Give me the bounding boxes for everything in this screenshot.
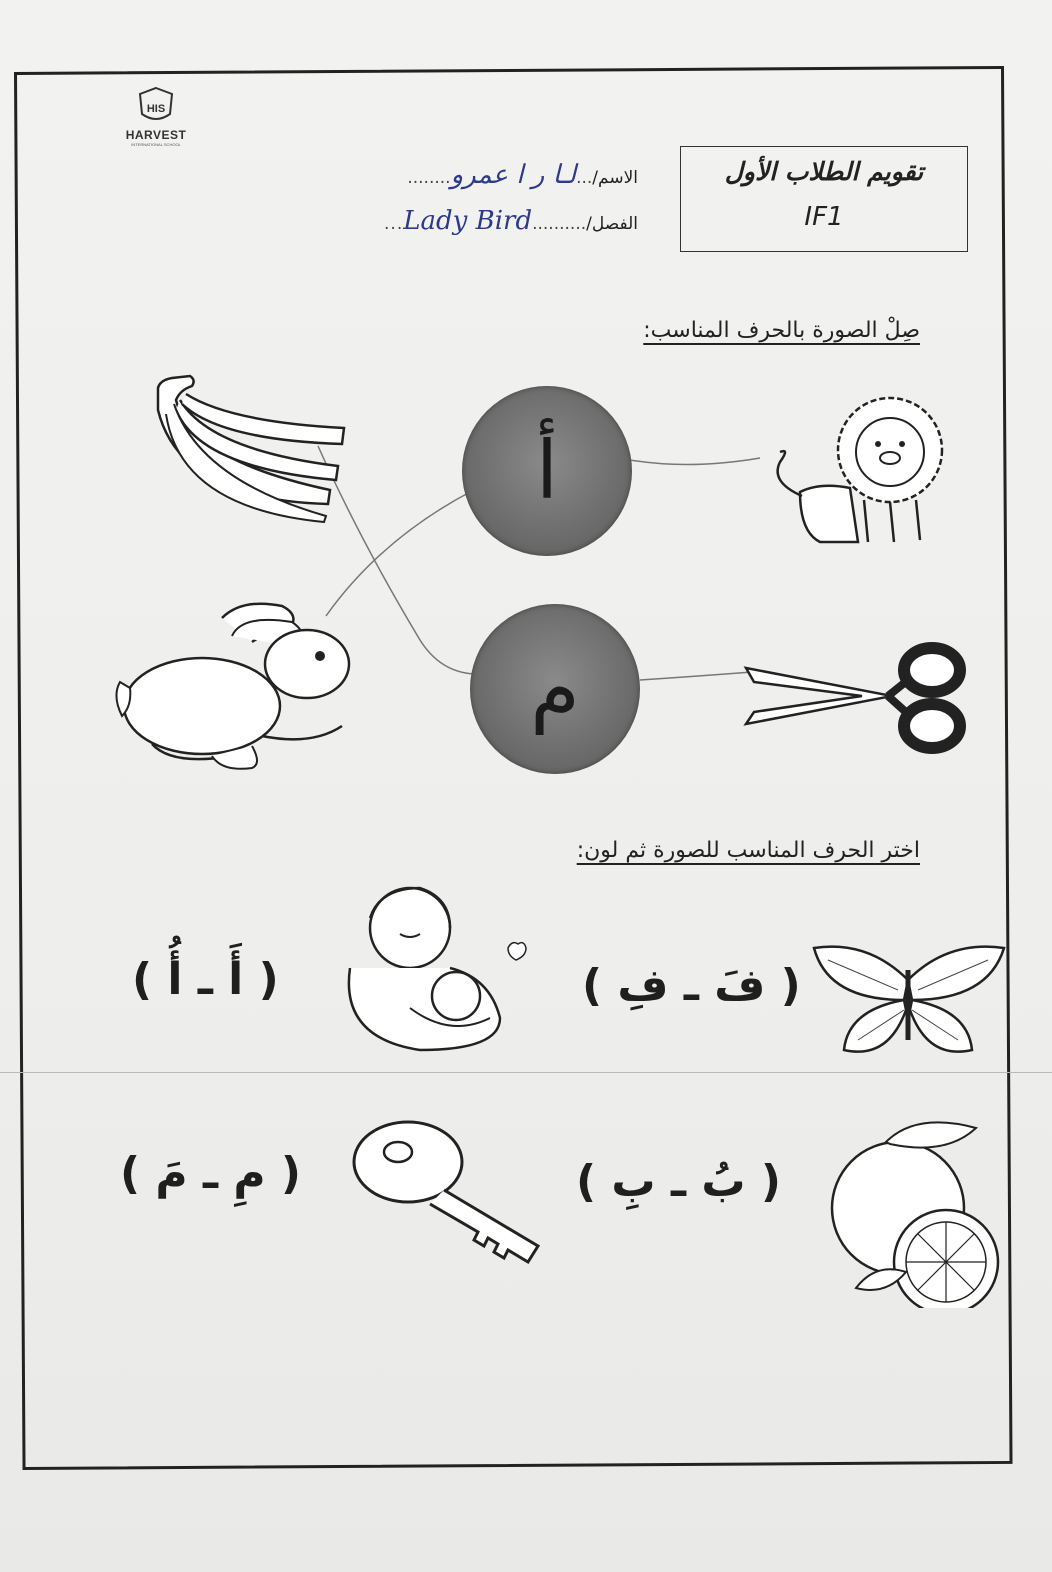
section1-heading: صِلْ الصورة بالحرف المناسب: [643,318,920,343]
key-picture[interactable] [348,1116,546,1266]
logo-subtitle: INTERNATIONAL SCHOOL [131,142,181,147]
choice-ba[interactable]: ( بُ ـ بِ ) [576,1156,781,1207]
class-value: Lady Bird [403,206,533,236]
choice-alif[interactable]: ( أَ ـ أُ ) [132,954,279,1005]
logo-text: HARVEST [125,128,187,142]
lion-picture[interactable] [740,392,960,546]
svg-text:HIS: HIS [146,103,166,115]
orange-picture[interactable] [826,1112,1002,1308]
letter-alif: أ [535,424,559,517]
mother-baby-picture[interactable] [340,878,530,1058]
scissors-picture[interactable] [742,642,967,754]
butterfly-picture[interactable] [808,940,1008,1064]
choice-meem[interactable]: ( مِ ـ مَ ) [120,1148,302,1199]
class-label: الفصل/ [586,214,638,234]
rabbit-picture[interactable] [112,596,358,776]
letter-meem: م [530,642,580,735]
class-code: IF1 [804,202,844,232]
letter-circle-alif[interactable] [462,386,632,556]
banana-picture[interactable] [150,370,350,525]
name-field[interactable]: الاسم/...لـا ر ا عمرو........ [407,160,638,190]
class-field[interactable]: الفصل/..........Lady Bird... [384,206,638,236]
page-title: تقويم الطلاب الأول [724,157,924,186]
section2-heading: اختر الحرف المناسب للصورة ثم لون: [576,838,920,863]
name-label: الاسم/ [592,168,638,188]
choice-fa[interactable]: ( فَ ـ فِ ) [582,960,801,1011]
name-value: لـا ر ا عمرو [450,160,577,190]
letter-circle-meem[interactable] [470,604,640,774]
